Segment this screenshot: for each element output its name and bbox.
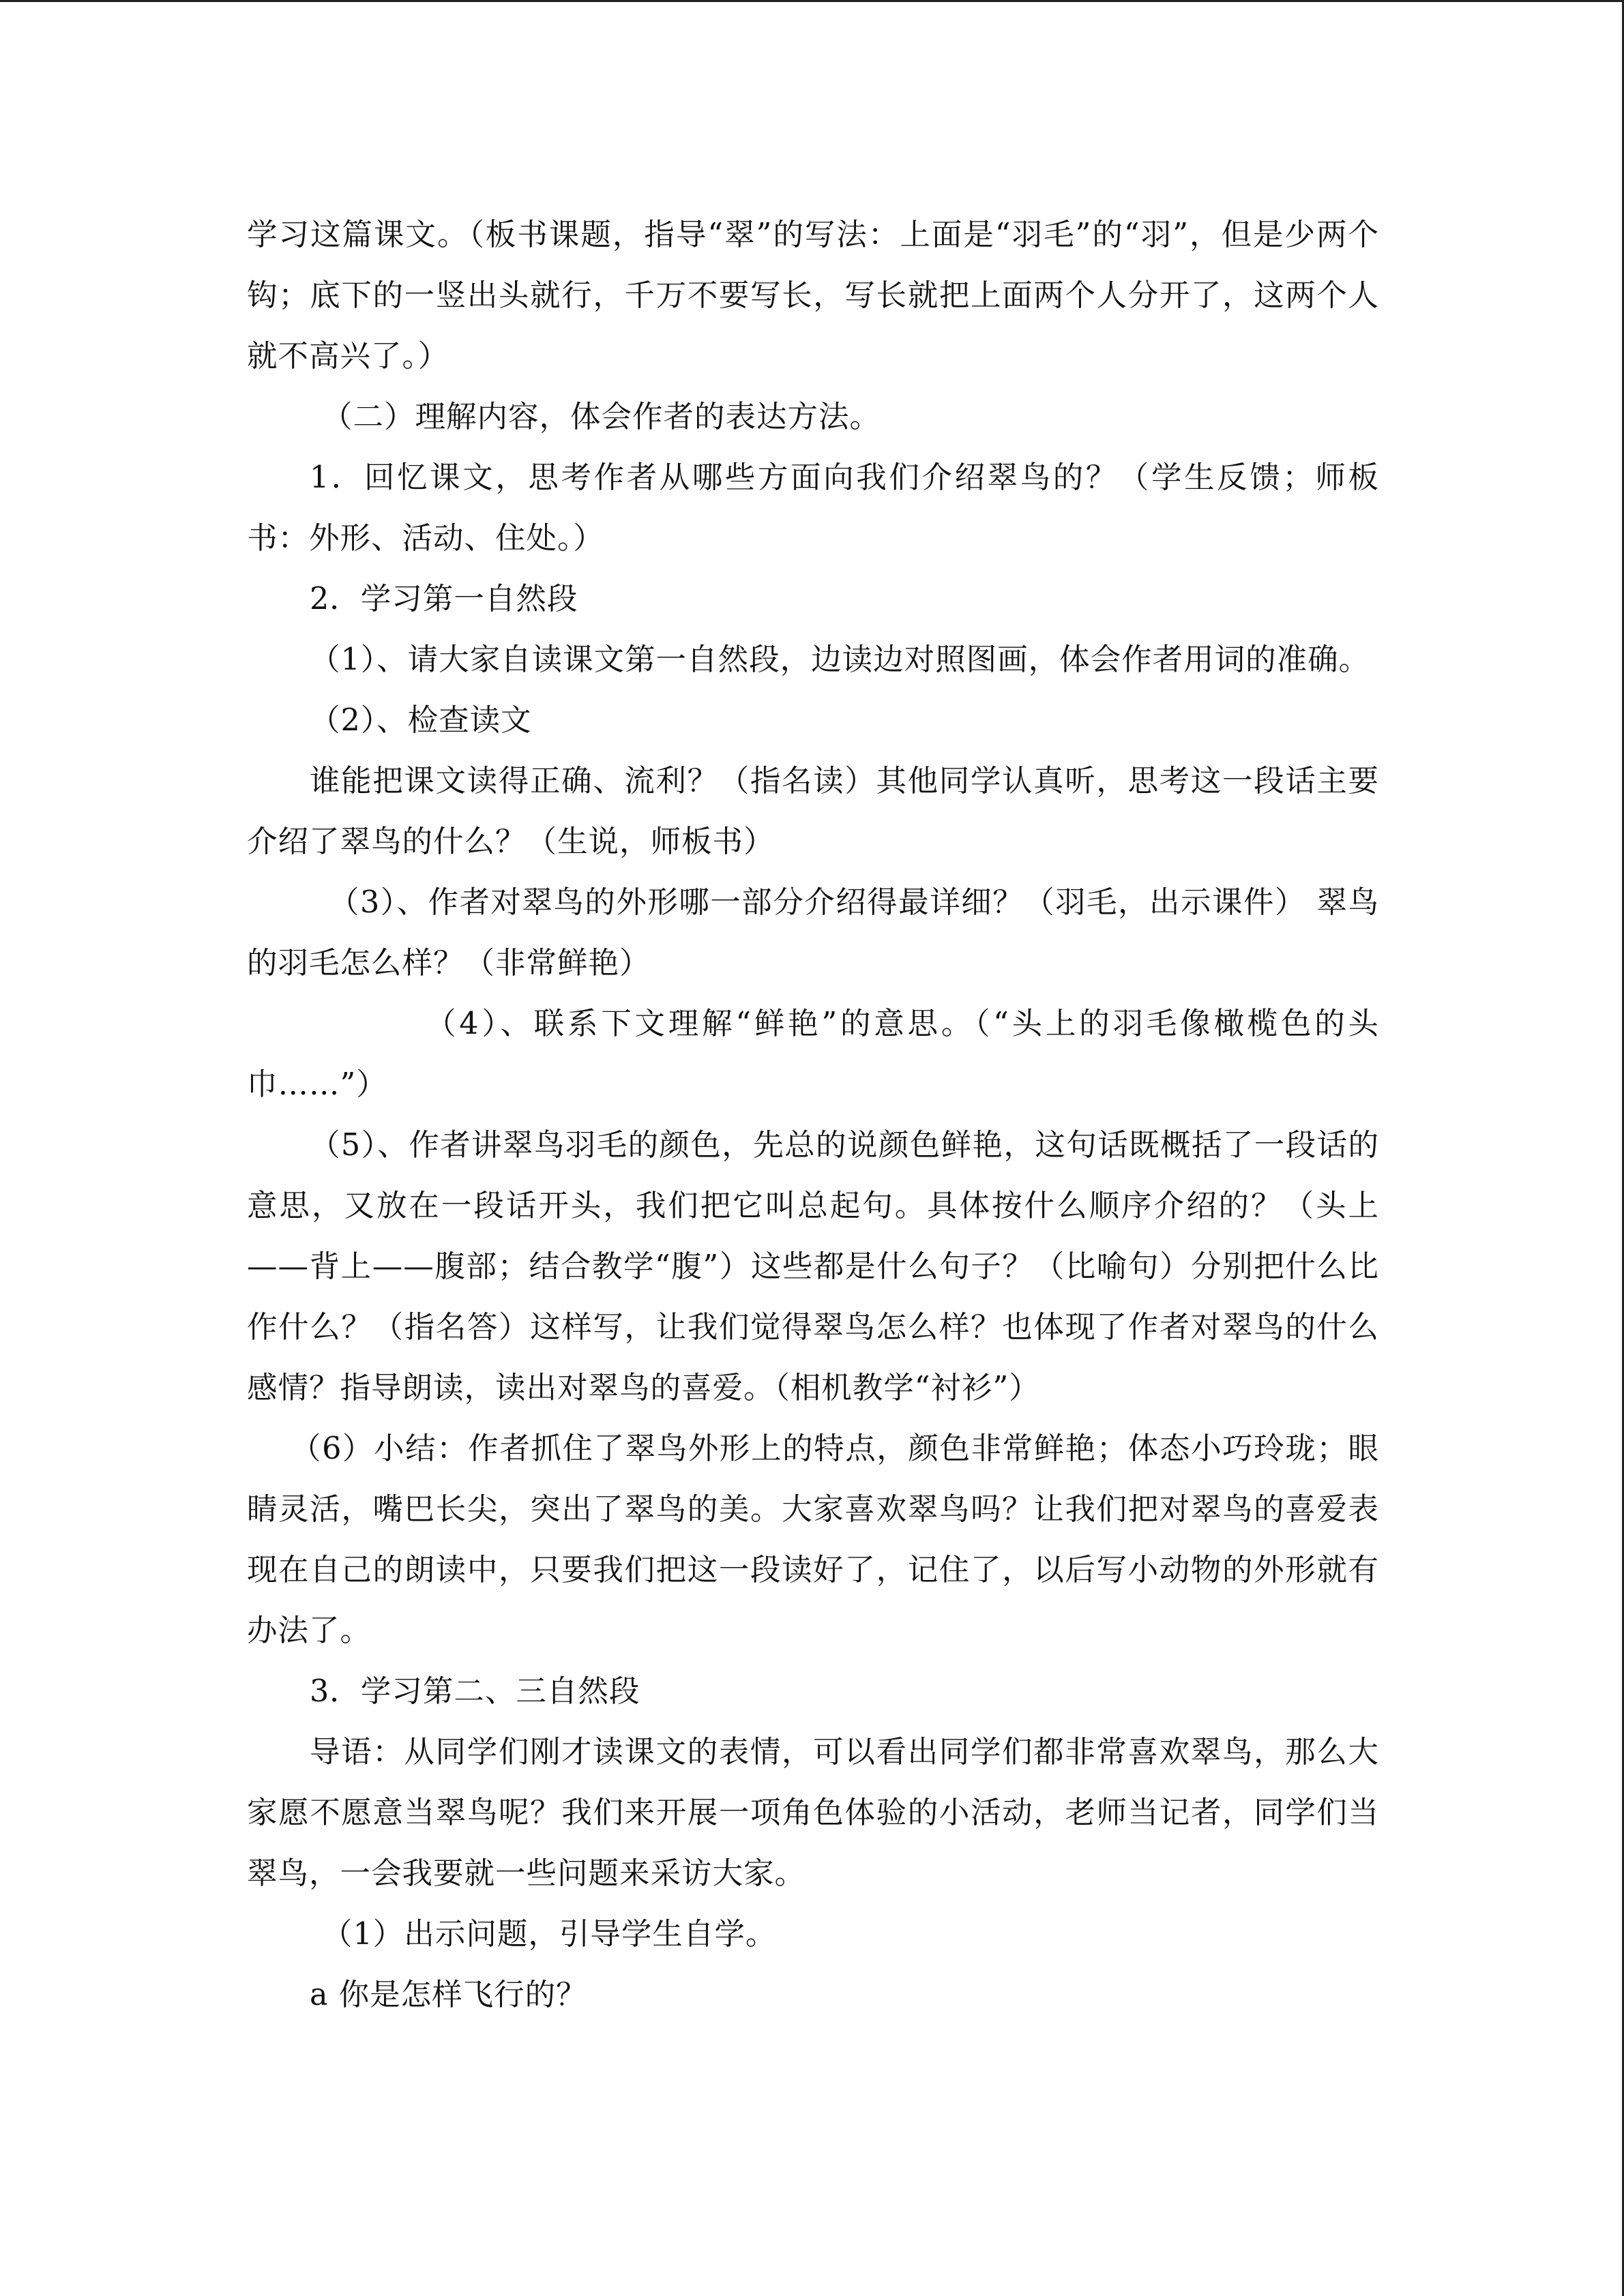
paragraph-step-2-heading: 2．学习第一自然段 bbox=[310, 582, 578, 616]
paragraph-sub-5: （5）、作者讲翠鸟羽毛的颜色，先总的说颜色鲜艳，这句话既概括了一段话的意思，又放在一段话开头，我们把它叫总起句。具体按什么顺序介绍的？（头上——背上——腹部；结合教学“腹”）这些都是什么句子？（比喻句）分别把什么比作什么？（指名答）这样写，让我们觉得翠鸟怎么样？也体现了作者对翠鸟的什么感情？指导朗读，读出对翠鸟的喜爱。（相机教学“衬衫”） bbox=[247, 1128, 1379, 1405]
page-top-border bbox=[0, 0, 1624, 2]
paragraph-sub-1: （1）、请大家自读课文第一自然段，边读边对照图画，体会作者用词的准确。 bbox=[310, 642, 1370, 677]
paragraph-intro-guide: 导语：从同学们刚才读课文的表情，可以看出同学们都非常喜欢翠鸟，那么大家愿不愿意当翠鸟呢？我们来开展一项角色体验的小活动，老师当记者，同学们当翠鸟，一会我要就一些问题来采访大家。 bbox=[247, 1735, 1379, 1891]
document-body bbox=[247, 205, 1379, 2025]
paragraph-step-3-heading: 3．学习第二、三自然段 bbox=[310, 1674, 640, 1709]
paragraph-section-two-heading: （二）理解内容，体会作者的表达方法。 bbox=[322, 400, 881, 434]
paragraph-sub-3: （3）、作者对翠鸟的外形哪一部分介绍得最详细？（羽毛，出示课件） 翠鸟的羽毛怎么样？（非常鲜艳） bbox=[247, 885, 1379, 981]
paragraph-sub-4: （4）、联系下文理解“鲜艳”的意思。（“头上的羽毛像橄榄色的头巾……”） bbox=[247, 1007, 1379, 1102]
paragraph-lesson-intro: 学习这篇课文。（板书课题，指导“翠”的写法：上面是“羽毛”的“羽”，但是少两个钩；底下的一竖出头就行，千万不要写长，写长就把上面两个人分开了，这两个人就不高兴了。） bbox=[247, 218, 1379, 374]
paragraph-sub-2: （2）、检查读文 bbox=[310, 703, 532, 738]
paragraph-summary: （6）小结：作者抓住了翠鸟外形上的特点，颜色非常鲜艳；体态小巧玲珑；眼睛灵活，嘴巴长尖，突出了翠鸟的美。大家喜欢翠鸟吗？让我们把对翠鸟的喜爱表现在自己的朗读中，只要我们把这一段读好了，记住了，以后写小动物的外形就有办法了。 bbox=[247, 1431, 1379, 1648]
paragraph-question-a: a 你是怎样飞行的？ bbox=[310, 1978, 587, 2012]
paragraph-step-1: 1．回忆课文，思考作者从哪些方面向我们介绍翠鸟的？（学生反馈；师板书：外形、活动、住处。） bbox=[247, 460, 1379, 556]
paragraph-sub-2-detail: 谁能把课文读得正确、流利？（指名读）其他同学认真听，思考这一段话主要介绍了翠鸟的什么？（生说，师板书） bbox=[247, 764, 1379, 859]
paragraph-step-3-sub-1: （1）出示问题，引导学生自学。 bbox=[322, 1917, 777, 1952]
